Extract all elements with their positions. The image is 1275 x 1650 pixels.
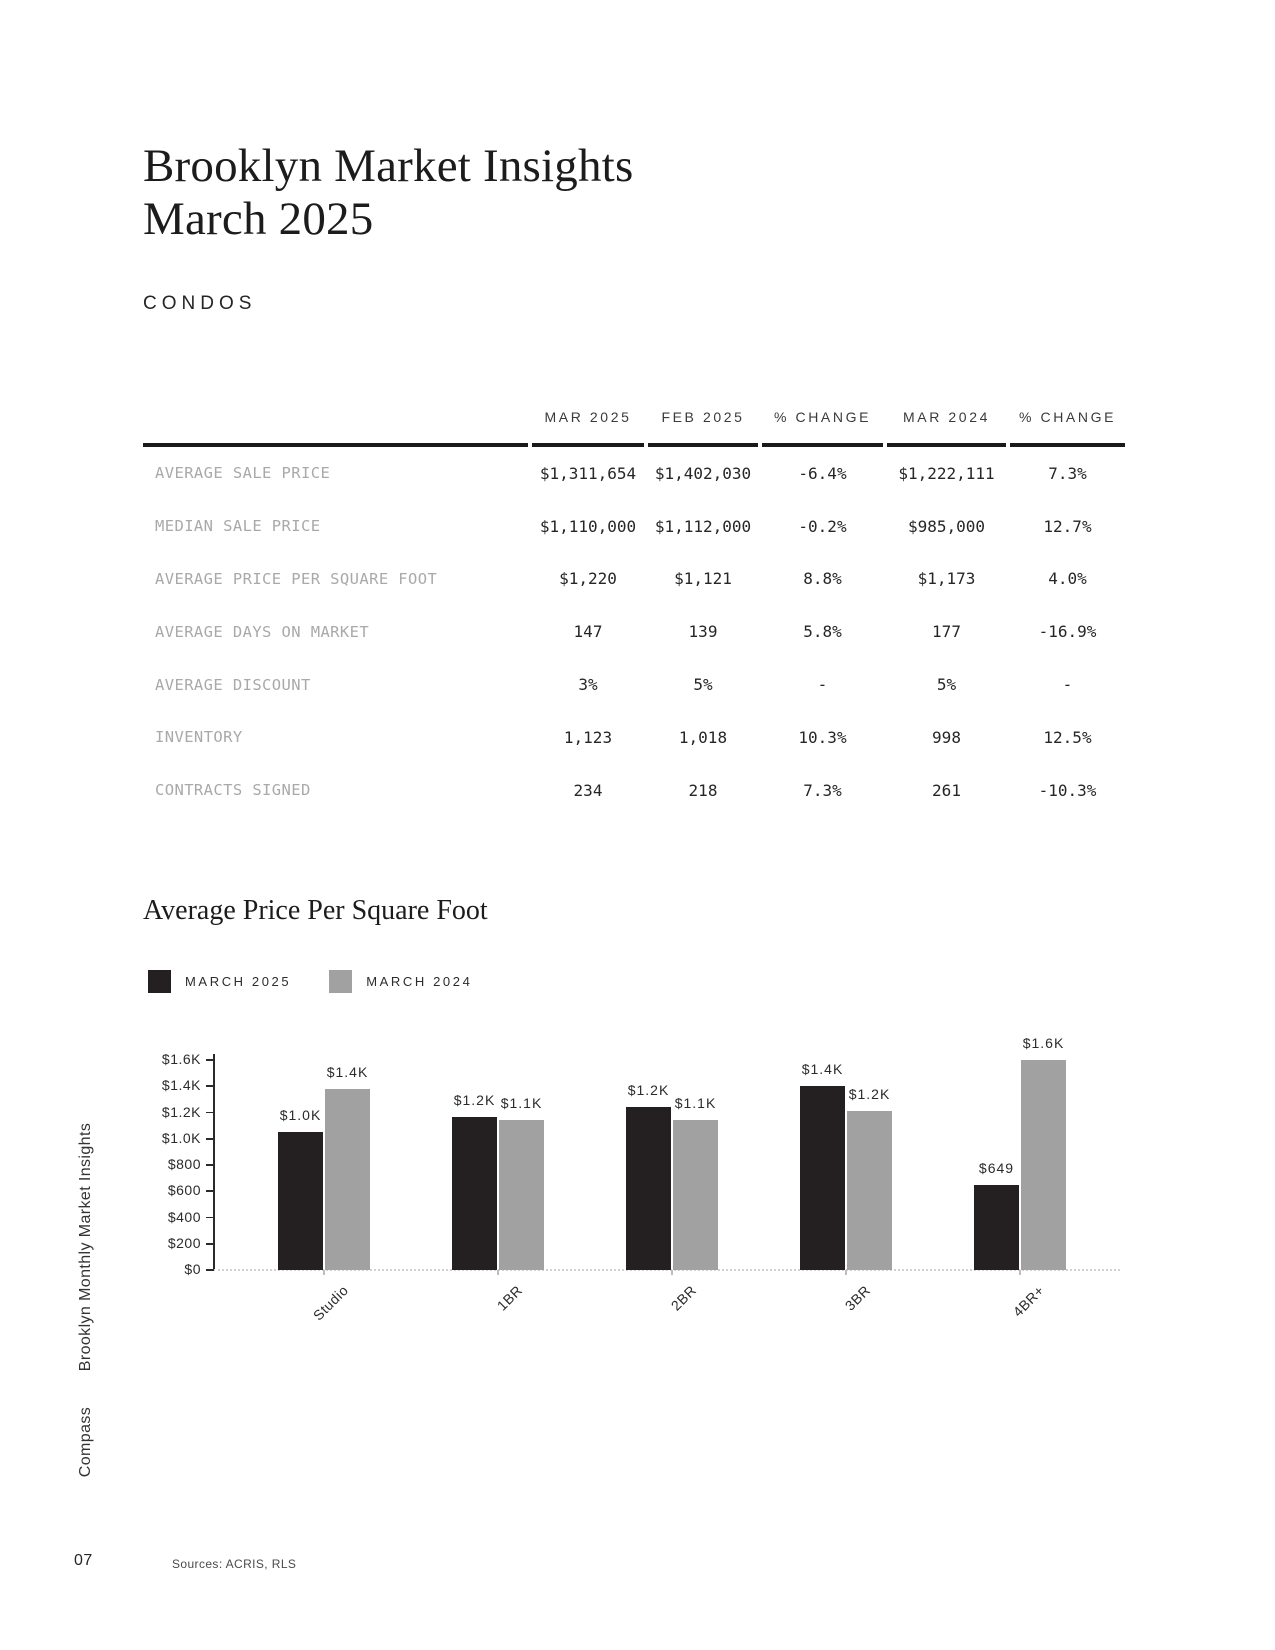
- bar-value-label: $1.0K: [279, 1107, 322, 1124]
- y-axis-tick: [206, 1190, 214, 1192]
- cell-value: -10.3%: [1038, 780, 1097, 800]
- cell-value: 8.8%: [803, 569, 842, 589]
- page-title: [143, 140, 633, 246]
- bar-value-label: $1.1K: [500, 1095, 543, 1112]
- cell-value: -: [1062, 675, 1073, 695]
- bar-3BR-march-2025: [800, 1086, 845, 1270]
- x-axis-tick-label: Studio: [309, 1282, 352, 1324]
- row-label: MEDIAN SALE PRICE: [155, 517, 321, 536]
- bar-4BR+-march-2024: [1021, 1060, 1066, 1270]
- y-axis-tick-label: $1.2K: [161, 1103, 201, 1120]
- y-axis-tick: [206, 1112, 214, 1114]
- cell-value: $1,402,030: [654, 463, 752, 483]
- bar-value-label: $1.1K: [674, 1095, 717, 1112]
- row-label: AVERAGE SALE PRICE: [155, 464, 331, 483]
- section-label: CONDOS: [143, 293, 257, 314]
- cell-value: $1,112,000: [654, 516, 752, 536]
- x-axis-tick-label: 4BR+: [1009, 1282, 1048, 1320]
- cell-value: 4.0%: [1048, 569, 1087, 589]
- y-axis-tick-label: $600: [167, 1182, 201, 1199]
- y-axis-tick-label: $1.0K: [161, 1129, 201, 1146]
- cell-value: 147: [573, 622, 603, 642]
- table-row: [143, 605, 1125, 658]
- y-axis-tick: [206, 1269, 214, 1271]
- x-axis-tick: [845, 1270, 847, 1275]
- column-header: % CHANGE: [1010, 390, 1125, 447]
- y-axis-tick: [206, 1217, 214, 1219]
- bar-Studio-march-2025: [278, 1132, 323, 1270]
- cell-value: 1,018: [678, 727, 728, 747]
- y-axis-tick-label: $1.6K: [161, 1051, 201, 1067]
- cell-value: 12.5%: [1043, 727, 1092, 747]
- table-corner-cell: [143, 390, 528, 447]
- bar-value-label: $1.2K: [848, 1085, 891, 1102]
- y-axis-tick-label: $1.4K: [161, 1077, 201, 1094]
- cell-value: 7.3%: [803, 780, 842, 800]
- x-axis-tick: [1019, 1270, 1021, 1275]
- bar-4BR+-march-2025: [974, 1185, 1019, 1270]
- cell-value: $1,121: [674, 569, 732, 589]
- cell-value: -16.9%: [1038, 622, 1097, 642]
- bar-1BR-march-2025: [452, 1117, 497, 1270]
- x-axis-tick-label: 1BR: [493, 1282, 526, 1314]
- table-row: [143, 500, 1125, 553]
- bar-value-label: $649: [978, 1159, 1015, 1176]
- page-title-line1: Brooklyn Market Insights: [143, 140, 634, 192]
- bar-chart: [161, 1035, 1120, 1324]
- bar-2BR-march-2025: [626, 1107, 671, 1270]
- column-header: MAR 2025: [532, 390, 644, 447]
- cell-value: $1,173: [917, 569, 976, 589]
- cell-value: 5.8%: [803, 622, 842, 642]
- bar-2BR-march-2024: [673, 1120, 718, 1270]
- cell-value: 1,123: [563, 727, 613, 747]
- row-label: AVERAGE DISCOUNT: [155, 675, 311, 694]
- cell-value: 139: [688, 622, 718, 642]
- cell-value: 12.7%: [1043, 516, 1092, 536]
- cell-value: 234: [573, 780, 603, 800]
- bar-value-label: $1.2K: [453, 1092, 496, 1109]
- x-axis-tick: [671, 1270, 673, 1275]
- page-number: 07: [74, 1552, 93, 1569]
- legend-label: MARCH 2025: [185, 974, 292, 989]
- chart-legend: [148, 970, 472, 993]
- legend-item-march-2024: [329, 970, 472, 993]
- cell-value: 998: [932, 727, 961, 747]
- bar-1BR-march-2024: [499, 1120, 544, 1270]
- cell-value: 5%: [693, 675, 713, 695]
- table-row: [143, 764, 1125, 817]
- cell-value: 3%: [578, 675, 598, 695]
- column-header: MAR 2024: [887, 390, 1006, 447]
- y-axis-tick: [206, 1243, 214, 1245]
- y-axis-tick: [206, 1164, 214, 1166]
- y-axis-tick-label: $800: [167, 1156, 201, 1172]
- bar-value-label: $1.4K: [801, 1061, 844, 1078]
- x-axis-tick: [323, 1270, 325, 1275]
- y-axis-tick: [206, 1059, 214, 1061]
- row-label: INVENTORY: [155, 728, 243, 747]
- bar-value-label: $1.6K: [1022, 1035, 1065, 1051]
- page-title-line2: March 2025: [143, 193, 374, 245]
- table-body: [143, 447, 1125, 817]
- stats-table: [143, 390, 1125, 817]
- table-header-row: [143, 390, 1125, 447]
- chart-title: Average Price Per Square Foot: [143, 895, 488, 926]
- cell-value: $1,110,000: [539, 516, 637, 536]
- cell-value: -: [817, 675, 828, 695]
- row-label: AVERAGE PRICE PER SQUARE FOOT: [155, 569, 438, 588]
- bar-3BR-march-2024: [847, 1111, 892, 1270]
- table-row: [143, 447, 1125, 500]
- x-axis-tick: [497, 1270, 499, 1275]
- cell-value: 177: [932, 622, 961, 642]
- table-row: [143, 553, 1125, 606]
- cell-value: $1,311,654: [539, 463, 637, 483]
- sidebar-brand: Compass: [77, 1406, 94, 1478]
- cell-value: $1,222,111: [898, 463, 995, 483]
- y-axis-tick-label: $0: [184, 1261, 201, 1277]
- column-header: % CHANGE: [762, 390, 883, 447]
- column-header: FEB 2025: [648, 390, 758, 447]
- x-axis-tick-label: 3BR: [841, 1282, 874, 1314]
- cell-value: -0.2%: [798, 516, 847, 536]
- bar-value-label: $1.4K: [326, 1063, 369, 1080]
- x-axis-tick-label: 2BR: [667, 1282, 700, 1314]
- y-axis-tick-label: $200: [167, 1234, 201, 1251]
- legend-label: MARCH 2024: [366, 974, 473, 989]
- legend-swatch-icon: [329, 970, 352, 993]
- y-axis-tick: [206, 1085, 214, 1087]
- row-label: CONTRACTS SIGNED: [155, 781, 311, 800]
- bar-value-label: $1.2K: [627, 1082, 670, 1099]
- y-axis-tick-label: $400: [167, 1208, 201, 1225]
- sidebar-vertical-title: Brooklyn Monthly Market Insights: [77, 1122, 94, 1372]
- legend-item-march-2025: [148, 970, 291, 993]
- cell-value: 261: [932, 780, 961, 800]
- row-label: AVERAGE DAYS ON MARKET: [155, 622, 370, 641]
- table-row: [143, 711, 1125, 764]
- cell-value: -6.4%: [798, 463, 847, 483]
- cell-value: $1,220: [559, 569, 617, 589]
- cell-value: 218: [688, 780, 718, 800]
- sources-note: Sources: ACRIS, RLS: [172, 1557, 297, 1571]
- cell-value: 7.3%: [1048, 463, 1087, 483]
- cell-value: $985,000: [907, 516, 986, 536]
- bar-Studio-march-2024: [325, 1089, 370, 1270]
- table-row: [143, 658, 1125, 711]
- y-axis-tick: [206, 1138, 214, 1140]
- legend-swatch-icon: [148, 970, 171, 993]
- cell-value: 5%: [936, 675, 957, 695]
- cell-value: 10.3%: [798, 727, 847, 747]
